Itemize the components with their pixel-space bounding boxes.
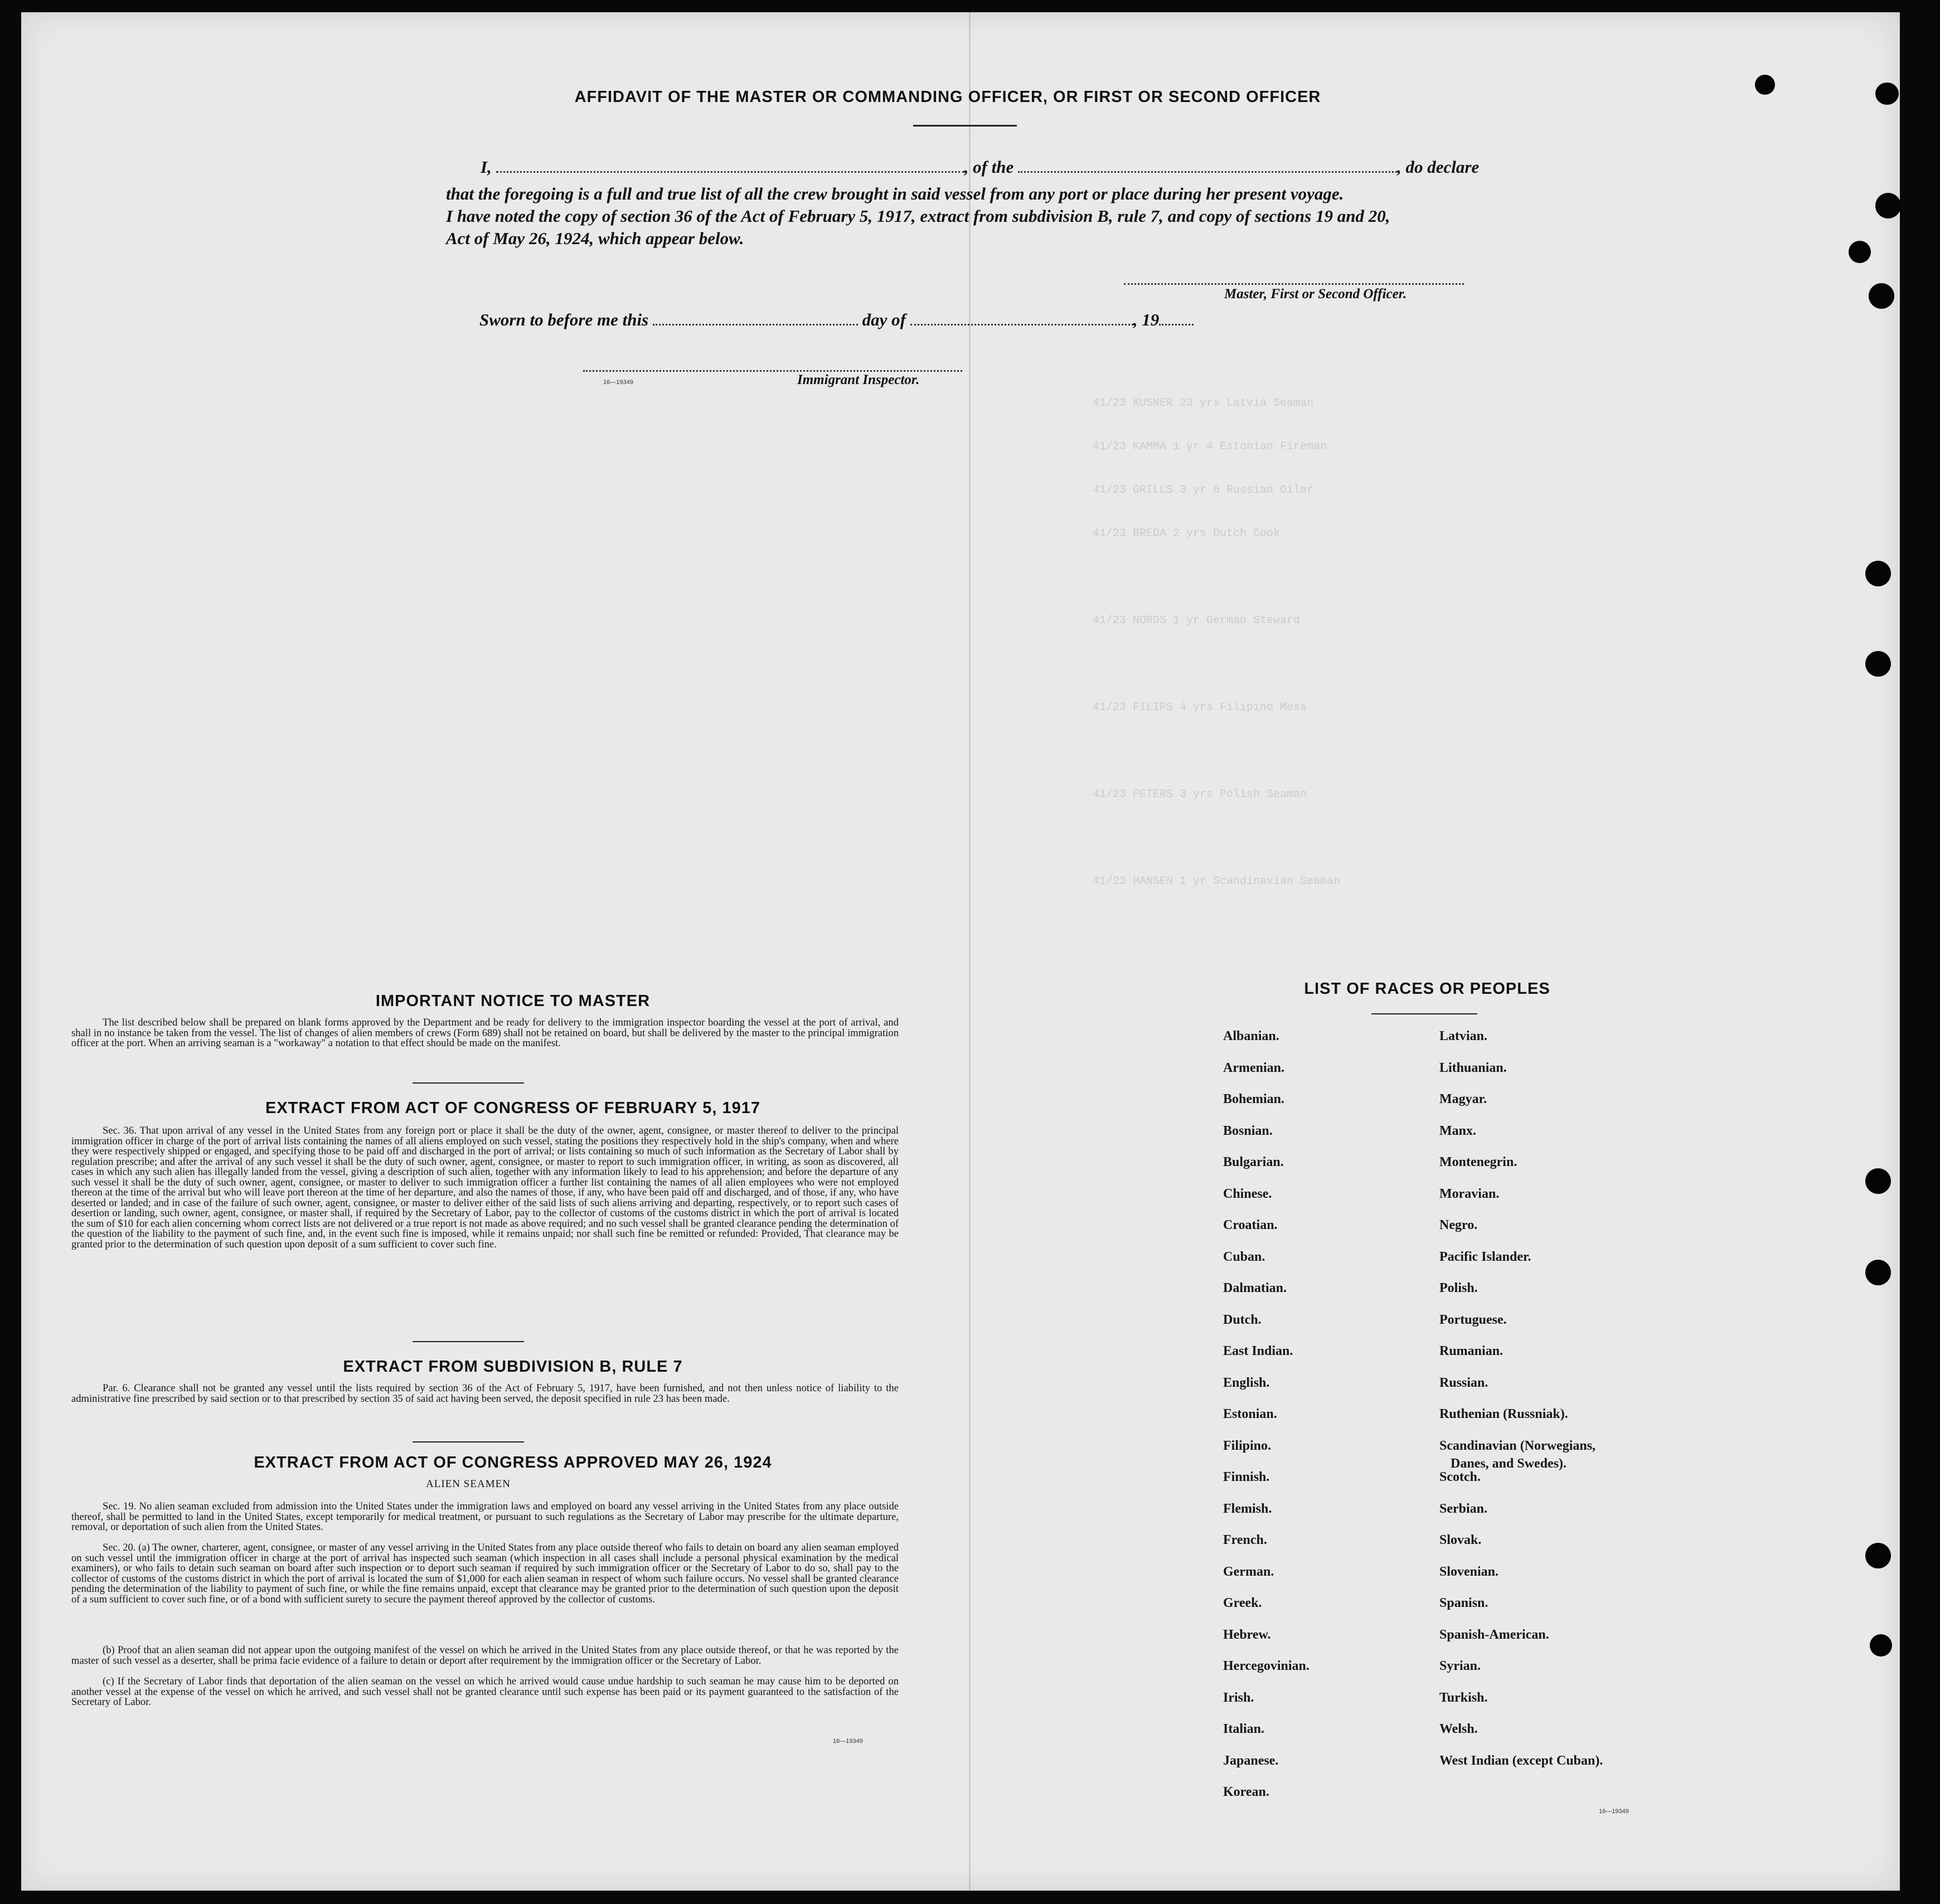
affidavit-form-code: 16—19349 [603, 379, 633, 386]
punch-hole [1865, 1543, 1891, 1568]
race-item: Spanish-American. [1439, 1627, 1549, 1642]
race-item: Irish. [1223, 1690, 1254, 1705]
bleed-row: 41/23 PETERS 3 yrs Polish Seaman [1093, 788, 1307, 801]
sworn-day-field[interactable] [653, 312, 858, 326]
race-item: Scandinavian (Norwegians, [1439, 1438, 1596, 1453]
race-item: Slovenian. [1439, 1564, 1499, 1579]
punch-hole [1755, 75, 1775, 95]
race-item: Greek. [1223, 1596, 1262, 1610]
affidavit-title: AFFIDAVIT OF THE MASTER OR COMMANDING OFFICER, OR FIRST OR SECOND OFFICER [574, 88, 1321, 106]
race-item: Dutch. [1223, 1312, 1262, 1327]
race-item: Spanisn. [1439, 1596, 1488, 1610]
extract-form-code: 16—19349 [833, 1738, 863, 1745]
race-item: Bohemian. [1223, 1092, 1285, 1106]
race-item: Armenian. [1223, 1060, 1284, 1075]
extract-1924-title: EXTRACT FROM ACT OF CONGRESS APPROVED MAY 26, 1924 [254, 1454, 772, 1471]
race-item: Negro. [1439, 1218, 1478, 1232]
races-right-column [1439, 1029, 1863, 1809]
sworn-month-field[interactable] [910, 312, 1133, 326]
extract-rule7-title: EXTRACT FROM SUBDIVISION B, RULE 7 [343, 1358, 683, 1376]
affidavit-line-1 [481, 155, 1479, 179]
affidavit-line-3: I have noted the copy of section 36 of the Act of February 5, 1917, extract from subdivision B, rule 7, and copy of sections 19 and 20, [446, 206, 1390, 226]
race-item: Latvian. [1439, 1029, 1488, 1043]
punch-hole [1865, 561, 1891, 586]
race-item: Hebrew. [1223, 1627, 1271, 1642]
race-item: Polish. [1439, 1281, 1478, 1295]
race-item: Slovak. [1439, 1533, 1482, 1547]
race-item: Chinese. [1223, 1186, 1272, 1201]
sec20a-text: Sec. 20. (a) The owner, charterer, agent, consignee, or master of any vessel arriving in the United States from any place outside thereof who fails to detain on board any alien seaman employed on such vessel until the immigration officer in charge at the port of arrival has inspected such seaman (which inspection in all cases shall include a personal physical examination by the medical examiners), or who fails to detain such seaman on board after such inspection or to deport such seaman if required by such immigration officer or the Secretary of Labor to do so, shall pay to the collector of customs of the customs district in which the port of arrival is located the sum of $1,000 for each alien seaman in respect of whom such failure occurs. No vessel shall be granted clearance pending the determination of the liability to payment of such fine, or while the fine remains unpaid, except that clearance may be granted prior to the determination of such question upon the deposit of a sum sufficient to cover such fine, or of a bond with sufficient surety to secure the payment thereof approved by the collector of customs. [71, 1542, 899, 1605]
signature-label: Master, First or Second Officer. [1224, 286, 1407, 302]
signature-field[interactable] [1124, 273, 1464, 285]
divider [413, 1082, 524, 1084]
bleed-row: 41/23 KAMMA 1 yr 4 Estonian Fireman [1093, 440, 1327, 453]
race-item: Moravian. [1439, 1186, 1500, 1201]
race-item: West Indian (except Cuban). [1439, 1753, 1603, 1768]
sec20b-text: (b) Proof that an alien seaman did not appear upon the outgoing manifest of the vessel on which he arrived in the United States from any place outside thereof, or that he was reported by the master of such vessel as a deserter, shall be prima facie evidence of a failure to detain or deport after requirement by the immigration officer or the Secretary of Labor. [71, 1644, 899, 1667]
punch-hole [1870, 1634, 1892, 1657]
notice-title: IMPORTANT NOTICE TO MASTER [375, 992, 651, 1010]
race-item: Hercegovinian. [1223, 1659, 1310, 1673]
affidavit-line-2: that the foregoing is a full and true list of all the crew brought in said vessel from any port or place during her present voyage. [446, 184, 1344, 203]
divider [413, 1441, 524, 1442]
extract-rule7-text: Par. 6. Clearance shall not be granted any vessel until the lists required by section 36 of the Act of February 5, 1917, have been furnished, and not then unless notice of liability to the administrative fine prescribed by said section or to that prescribed by section 35 of said act having been served, the deposit specified in rule 23 has been made. [71, 1382, 899, 1405]
race-item: Turkish. [1439, 1690, 1488, 1705]
race-item: German. [1223, 1564, 1274, 1579]
race-item: Bosnian. [1223, 1123, 1273, 1138]
race-item: Bulgarian. [1223, 1155, 1284, 1169]
race-item: Rumanian. [1439, 1344, 1504, 1358]
divider [413, 1341, 524, 1342]
race-item: Scotch. [1439, 1470, 1481, 1484]
race-item: East Indian. [1223, 1344, 1293, 1358]
race-item: Russian. [1439, 1375, 1488, 1390]
bleed-row: 41/23 BREDA 2 yrs Dutch Cook [1093, 527, 1281, 540]
race-item: Ruthenian (Russniak). [1439, 1407, 1568, 1421]
race-item: Portuguese. [1439, 1312, 1507, 1327]
race-item: Pacific Islander. [1439, 1249, 1531, 1264]
sworn-text: Sworn to before me this [479, 310, 649, 329]
race-item: Montenegrin. [1439, 1155, 1517, 1169]
race-item: Magyar. [1439, 1092, 1487, 1106]
race-item: Flemish. [1223, 1501, 1272, 1516]
races-left-column [1223, 1029, 1446, 1809]
bleed-row: 41/23 GRILLS 3 yr 6 Russian Oiler [1093, 484, 1314, 497]
sworn-year-field[interactable] [1159, 312, 1194, 326]
punch-hole [1869, 283, 1894, 309]
bleed-row: 41/23 NORDS 1 yr German Steward [1093, 614, 1301, 627]
race-item: Italian. [1223, 1722, 1265, 1736]
race-item: Cuban. [1223, 1249, 1265, 1264]
extract-1917-text: Sec. 36. That upon arrival of any vessel in the United States from any foreign port or place it shall be the duty of the owner, agent, consignee, or master thereof to deliver to the principal immigration officer in charge of the port of arrival lists containing the names of all aliens employed on such vessel, stating the positions they respectively hold in the ship's company, when and where they were respectively shipped or engaged, and specifying those to be paid off and discharged in the port of arrival; or lists containing so much of such information as the Secretary of Labor shall by regulation prescribe; and after the arrival of any such vessel it shall be the duty of such owner, agent, consignee, or master to report to such immigration officer, in writing, as soon as discovered, all cases in which any such alien has illegally landed from the vessel, giving a description of such alien, together with any information likely to lead to his apprehension; and before the departure of any such vessel it shall be the duty of such owner, agent, consignee, or master to deliver to such immigration officer a further list containing the names of all alien employees who were not employed thereon at the time of the arrival but who will leave port thereon at the time of her departure, and also the names of those, if any, who have been paid off and discharged, and of those, if any, who have deserted or landed; and in case of the failure of such owner, agent, consignee, or master to deliver either of the said lists of such aliens arriving and departing, respectively, or to report such cases of desertion or landing, such owner, agent, consignee, or master shall, if required by the Secretary of Labor, pay to the collector of customs of the customs district in which the port of arrival is located the sum of $10 for each alien concerning whom correct lists are not delivered or a true report is not made as above required; and no such vessel shall be granted clearance pending the determination of the question of the liability to the payment of such fine, and, in the event such fine is imposed, while it remains unpaid; nor shall such fine be remitted or refunded: Provided, That clearance may be granted prior to the determination of such question upon deposit of a sum sufficient to cover such fine. [71, 1125, 899, 1250]
race-item: Dalmatian. [1223, 1281, 1287, 1295]
extract-1917-title: EXTRACT FROM ACT OF CONGRESS OF FEBRUARY 5, 1917 [265, 1099, 761, 1117]
sworn-line [479, 308, 1194, 332]
affidavit-declare: , do declare [1397, 157, 1480, 177]
races-title: LIST OF RACES OR PEOPLES [1304, 980, 1550, 998]
race-item: Croatian. [1223, 1218, 1278, 1232]
race-item: English. [1223, 1375, 1270, 1390]
punch-hole [1875, 82, 1899, 105]
race-item: Welsh. [1439, 1722, 1478, 1736]
race-item: Estonian. [1223, 1407, 1277, 1421]
inspector-signature-field[interactable] [583, 366, 962, 372]
punch-hole [1865, 1168, 1891, 1194]
sec19-text: Sec. 19. No alien seaman excluded from admission into the United States under the immigration laws and employed on board any vessel arriving in the United States from any place outside thereof, shall be permitted to land in the United States, except temporarily for medical treatment, or pursuant to such regulations as the Secretary of Labor may prescribe for the ultimate departure, removal, or deportation of such alien from the United States. [71, 1500, 899, 1533]
punch-hole [1865, 651, 1891, 677]
alien-seamen-subtitle: ALIEN SEAMEN [426, 1478, 511, 1490]
races-form-code: 16—19349 [1599, 1808, 1629, 1815]
name-field[interactable] [496, 159, 964, 173]
race-item: Finnish. [1223, 1470, 1270, 1484]
race-item: Albanian. [1223, 1029, 1279, 1043]
bleed-row: 41/23 KUSNER 23 yrs Latvia Seaman [1093, 397, 1314, 410]
punch-hole [1865, 1260, 1891, 1285]
punch-hole [1875, 193, 1901, 218]
year-prefix: , 19 [1133, 310, 1160, 329]
affidavit-of-the: , of the [964, 157, 1014, 177]
bleed-row: 41/23 HANSEN 1 yr Scandinavian Seaman [1093, 875, 1341, 888]
inspector-label: Immigrant Inspector. [797, 372, 920, 387]
race-item: Serbian. [1439, 1501, 1488, 1516]
title-underline [913, 125, 1017, 127]
race-item: Danes, and Swedes). [1451, 1456, 1567, 1471]
races-title-underline [1371, 1013, 1477, 1014]
race-item: Korean. [1223, 1785, 1269, 1799]
day-of-text: day of [862, 310, 906, 329]
race-item: Japanese. [1223, 1753, 1279, 1768]
notice-text: The list described below shall be prepared on blank forms approved by the Department and be ready for delivery to the immigration inspector boarding the vessel at the port of arrival, and shall in no instance be taken from the vessel. The list of changes of alien members of crews (Form 689) shall not be retained on board, but shall be delivered by the master to the principal immigration officer at the port. When an arriving seaman is a "workaway" a notation to that effect should be made on the manifest. [71, 1017, 899, 1049]
race-item: Lithuanian. [1439, 1060, 1507, 1075]
vessel-field[interactable] [1018, 159, 1397, 173]
race-item: Filipino. [1223, 1438, 1272, 1453]
race-item: Manx. [1439, 1123, 1476, 1138]
race-item: Syrian. [1439, 1659, 1481, 1673]
race-item: French. [1223, 1533, 1267, 1547]
sec20c-text: (c) If the Secretary of Labor finds that deportation of the alien seaman on the vessel on which he arrived would cause undue hardship to such seaman he may cause him to be deported on another vessel at the expense of the vessel on which he arrived, and such vessel shall not be granted clearance until such expense has been paid or its payment guaranteed to the satisfaction of the Secretary of Labor. [71, 1675, 899, 1708]
punch-hole [1849, 241, 1871, 263]
page-fold [969, 12, 971, 1891]
affidavit-line-4: Act of May 26, 1924, which appear below. [446, 229, 744, 248]
affidavit-i: I, [481, 157, 492, 177]
bleed-row: 41/23 FILIPS 4 yrs Filipino Mess [1093, 701, 1307, 714]
